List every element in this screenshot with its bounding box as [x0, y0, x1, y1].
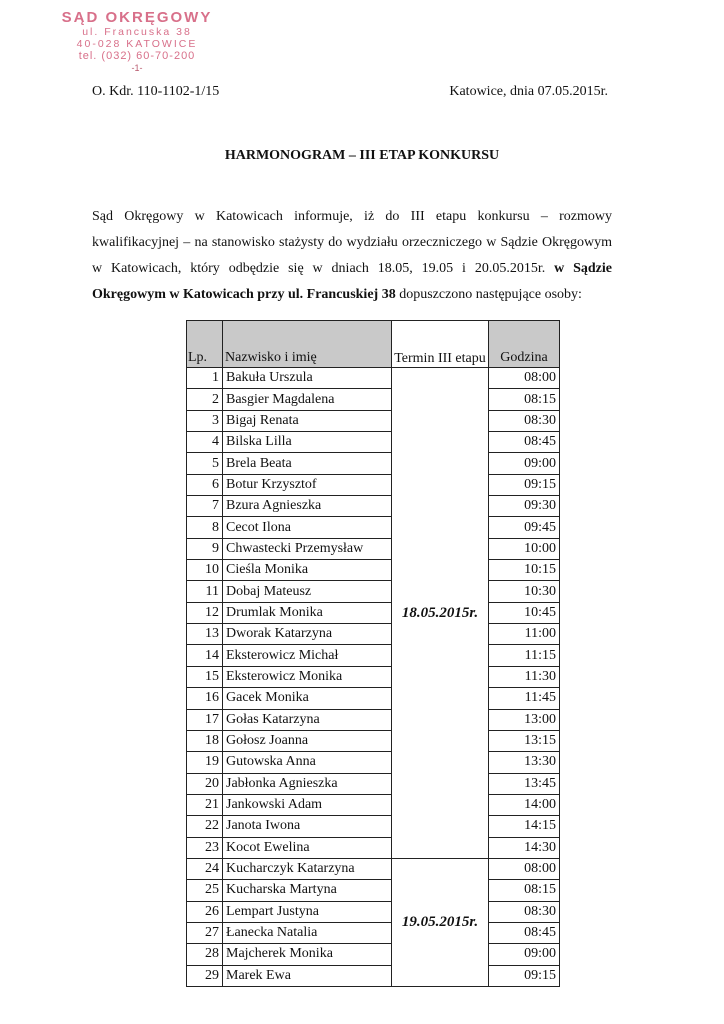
- row-hour: 14:00: [489, 794, 560, 815]
- intro-text-2: dopuszczono następujące osoby:: [395, 287, 582, 302]
- row-term-date: 18.05.2015r.: [392, 368, 489, 859]
- row-lp: 4: [187, 432, 223, 453]
- row-hour: 13:45: [489, 773, 560, 794]
- table-row: [187, 432, 560, 453]
- row-lp: 18: [187, 730, 223, 751]
- row-name: Kocot Ewelina: [223, 837, 392, 858]
- row-lp: 19: [187, 752, 223, 773]
- row-hour: 08:45: [489, 432, 560, 453]
- table-row: [187, 496, 560, 517]
- row-hour: 11:30: [489, 666, 560, 687]
- row-lp: 14: [187, 645, 223, 666]
- header-name: Nazwisko i imię: [223, 321, 392, 368]
- row-lp: 10: [187, 560, 223, 581]
- row-lp: 13: [187, 624, 223, 645]
- table-row: [187, 602, 560, 623]
- table-row: [187, 688, 560, 709]
- table-row: [187, 816, 560, 837]
- row-hour: 08:30: [489, 901, 560, 922]
- table-row: [187, 453, 560, 474]
- row-name: Łanecka Natalia: [223, 922, 392, 943]
- court-stamp: [42, 10, 232, 73]
- table-row: [187, 837, 560, 858]
- table-row: [187, 645, 560, 666]
- row-lp: 11: [187, 581, 223, 602]
- row-lp: 20: [187, 773, 223, 794]
- row-name: Dobaj Mateusz: [223, 581, 392, 602]
- row-hour: 11:45: [489, 688, 560, 709]
- row-hour: 08:15: [489, 389, 560, 410]
- row-hour: 08:45: [489, 922, 560, 943]
- row-lp: 6: [187, 474, 223, 495]
- table-row: [187, 389, 560, 410]
- row-lp: 26: [187, 901, 223, 922]
- row-name: Lempart Justyna: [223, 901, 392, 922]
- row-lp: 8: [187, 517, 223, 538]
- intro-paragraph: [92, 204, 612, 308]
- table-row: [187, 410, 560, 431]
- row-lp: 2: [187, 389, 223, 410]
- row-name: Botur Krzysztof: [223, 474, 392, 495]
- row-hour: 08:15: [489, 880, 560, 901]
- row-name: Majcherek Monika: [223, 944, 392, 965]
- row-hour: 09:15: [489, 965, 560, 986]
- row-name: Bigaj Renata: [223, 410, 392, 431]
- table-row: [187, 624, 560, 645]
- row-hour: 10:15: [489, 560, 560, 581]
- table-row: [187, 709, 560, 730]
- header-term: Termin III etapu: [392, 321, 489, 368]
- row-name: Jankowski Adam: [223, 794, 392, 815]
- row-lp: 23: [187, 837, 223, 858]
- row-name: Gutowska Anna: [223, 752, 392, 773]
- row-name: Cecot Ilona: [223, 517, 392, 538]
- row-hour: 13:00: [489, 709, 560, 730]
- table-row: [187, 538, 560, 559]
- table-row: [187, 474, 560, 495]
- table-row: [187, 858, 560, 879]
- row-hour: 10:45: [489, 602, 560, 623]
- row-lp: 28: [187, 944, 223, 965]
- row-lp: 21: [187, 794, 223, 815]
- row-lp: 24: [187, 858, 223, 879]
- stamp-phone: tel. (032) 60-70-200: [78, 50, 196, 63]
- row-name: Eksterowicz Monika: [223, 666, 392, 687]
- row-hour: 09:15: [489, 474, 560, 495]
- row-name: Dworak Katarzyna: [223, 624, 392, 645]
- table-row: [187, 560, 560, 581]
- intro-location-bold: w Sądzie Okręgowym w Katowicach przy ul. Francuskiej 38: [92, 261, 612, 302]
- table-row: [187, 581, 560, 602]
- row-hour: 14:30: [489, 837, 560, 858]
- row-hour: 09:30: [489, 496, 560, 517]
- table-row: [187, 368, 560, 389]
- row-name: Eksterowicz Michał: [223, 645, 392, 666]
- row-name: Cieśla Monika: [223, 560, 392, 581]
- page-number: -1-: [131, 62, 143, 73]
- row-name: Chwastecki Przemysław: [223, 538, 392, 559]
- table-row: [187, 517, 560, 538]
- table-row: [187, 880, 560, 901]
- schedule-table: [186, 320, 560, 987]
- row-name: Drumlak Monika: [223, 602, 392, 623]
- row-lp: 7: [187, 496, 223, 517]
- place-and-date: Katowice, dnia 07.05.2015r.: [449, 84, 608, 99]
- row-name: Marek Ewa: [223, 965, 392, 986]
- row-lp: 15: [187, 666, 223, 687]
- row-term-date: 19.05.2015r.: [392, 858, 489, 986]
- row-hour: 08:00: [489, 858, 560, 879]
- row-name: Bzura Agnieszka: [223, 496, 392, 517]
- row-lp: 3: [187, 410, 223, 431]
- row-lp: 25: [187, 880, 223, 901]
- table-row: [187, 965, 560, 986]
- row-name: Kucharska Martyna: [223, 880, 392, 901]
- row-hour: 08:00: [489, 368, 560, 389]
- row-name: Kucharczyk Katarzyna: [223, 858, 392, 879]
- table-row: [187, 944, 560, 965]
- row-lp: 17: [187, 709, 223, 730]
- intro-text-1: Sąd Okręgowy w Katowicach informuje, iż do III etapu konkursu – rozmowy kwalifikacyjnej – na stanowisko stażysty do wydziału orzeczniczego w Sądzie Okręgowym w Katowicach, który odbędzie się w dniach 18.05, 19.05 i 20.05.2015r.: [92, 209, 612, 276]
- row-lp: 1: [187, 368, 223, 389]
- table-row: [187, 773, 560, 794]
- stamp-court-name: SĄD OKRĘGOWY: [61, 9, 213, 26]
- table-row: [187, 794, 560, 815]
- row-hour: 11:00: [489, 624, 560, 645]
- row-hour: 14:15: [489, 816, 560, 837]
- row-hour: 11:15: [489, 645, 560, 666]
- header-hour: Godzina: [489, 321, 560, 368]
- row-hour: 09:45: [489, 517, 560, 538]
- table-row: [187, 730, 560, 751]
- row-name: Brela Beata: [223, 453, 392, 474]
- row-lp: 27: [187, 922, 223, 943]
- row-name: Bakuła Urszula: [223, 368, 392, 389]
- row-name: Jabłonka Agnieszka: [223, 773, 392, 794]
- row-lp: 5: [187, 453, 223, 474]
- row-name: Gołas Katarzyna: [223, 709, 392, 730]
- row-hour: 13:30: [489, 752, 560, 773]
- row-name: Basgier Magdalena: [223, 389, 392, 410]
- row-lp: 12: [187, 602, 223, 623]
- row-hour: 09:00: [489, 944, 560, 965]
- table-row: [187, 666, 560, 687]
- table-row: [187, 922, 560, 943]
- row-lp: 29: [187, 965, 223, 986]
- row-hour: 10:30: [489, 581, 560, 602]
- stamp-city: 40-028 KATOWICE: [76, 37, 198, 50]
- document-title: HARMONOGRAM – III ETAP KONKURSU: [224, 148, 500, 163]
- row-hour: 08:30: [489, 410, 560, 431]
- table-row: [187, 752, 560, 773]
- row-name: Gołosz Joanna: [223, 730, 392, 751]
- reference-number: O. Kdr. 110-1102-1/15: [92, 84, 220, 99]
- row-name: Bilska Lilla: [223, 432, 392, 453]
- row-lp: 16: [187, 688, 223, 709]
- row-hour: 10:00: [489, 538, 560, 559]
- row-name: Janota Iwona: [223, 816, 392, 837]
- schedule-body: [187, 368, 560, 987]
- row-lp: 9: [187, 538, 223, 559]
- row-name: Gacek Monika: [223, 688, 392, 709]
- header-lp: Lp.: [187, 321, 223, 368]
- row-hour: 13:15: [489, 730, 560, 751]
- table-header-row: [187, 321, 560, 368]
- table-row: [187, 901, 560, 922]
- row-hour: 09:00: [489, 453, 560, 474]
- stamp-street: ul. Francuska 38: [82, 25, 192, 38]
- row-lp: 22: [187, 816, 223, 837]
